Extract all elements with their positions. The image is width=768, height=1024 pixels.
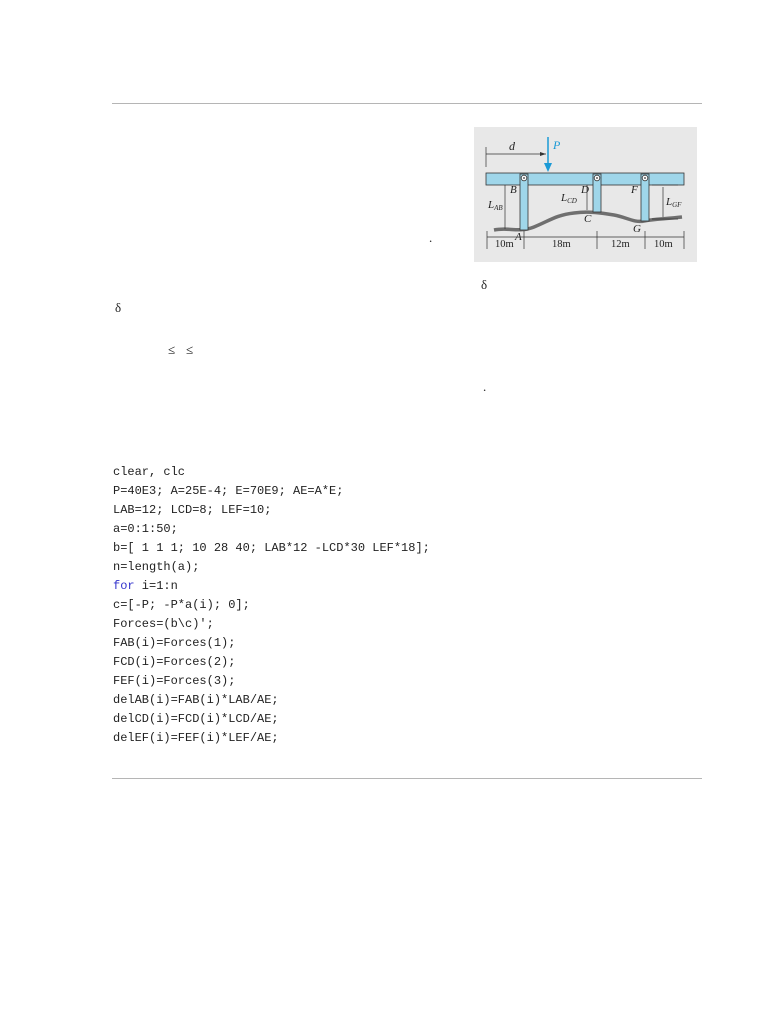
code-line: FEF(i)=Forces(3);	[113, 674, 236, 688]
delta-symbol-left: δ	[115, 300, 122, 315]
point-f: F	[631, 184, 638, 196]
point-c: C	[584, 213, 592, 225]
code-line: a=0:1:50;	[113, 522, 178, 536]
keyword-for: for	[113, 579, 135, 593]
length-ab: LAB	[488, 199, 503, 212]
code-line: FCD(i)=Forces(2);	[113, 655, 236, 669]
code-line: FAB(i)=Forces(1);	[113, 636, 236, 650]
length-cd: LCD	[561, 192, 577, 205]
point-d: D	[581, 184, 589, 196]
length-gf: LGF	[666, 196, 682, 209]
code-line: b=[ 1 1 1; 10 28 40; LAB*12 -LCD*30 LEF*18];	[113, 541, 430, 555]
leq-symbol-2: ≤	[186, 342, 194, 357]
leq-symbol-1: ≤	[168, 342, 176, 357]
stray-dot-1: .	[429, 230, 433, 245]
top-divider	[112, 103, 702, 104]
code-line: c=[-P; -P*a(i); 0];	[113, 598, 250, 612]
dim-2: 18m	[552, 239, 571, 250]
code-line: Forces=(b\c)';	[113, 617, 214, 631]
code-line: LAB=12; LCD=8; LEF=10;	[113, 503, 272, 517]
post-ab	[520, 174, 528, 230]
code-line: P=40E3; A=25E-4; E=70E9; AE=A*E;	[113, 484, 344, 498]
delta-symbol-right: δ	[481, 277, 488, 292]
code-line: clear, clc	[113, 465, 186, 479]
stray-dot-2: .	[483, 379, 487, 394]
bottom-divider	[112, 778, 702, 779]
code-line: delAB(i)=FAB(i)*LAB/AE;	[113, 693, 279, 707]
dim-4: 10m	[654, 239, 673, 250]
dim-1: 10m	[495, 239, 514, 250]
for-range: i=1:n	[134, 579, 178, 593]
point-g: G	[633, 223, 641, 235]
point-a: A	[515, 231, 522, 243]
code-line: delCD(i)=FCD(i)*LCD/AE;	[113, 712, 279, 726]
load-label: P	[553, 138, 561, 152]
structure-figure	[474, 127, 697, 262]
code-line: n=length(a);	[113, 560, 200, 574]
dim-3: 12m	[611, 239, 630, 250]
matlab-code-listing	[113, 463, 430, 748]
distance-label: d	[509, 139, 515, 153]
code-line-for	[113, 577, 430, 596]
code-line: delEF(i)=FEF(i)*LEF/AE;	[113, 731, 279, 745]
beam-diagram	[474, 127, 697, 262]
point-b: B	[510, 184, 517, 196]
